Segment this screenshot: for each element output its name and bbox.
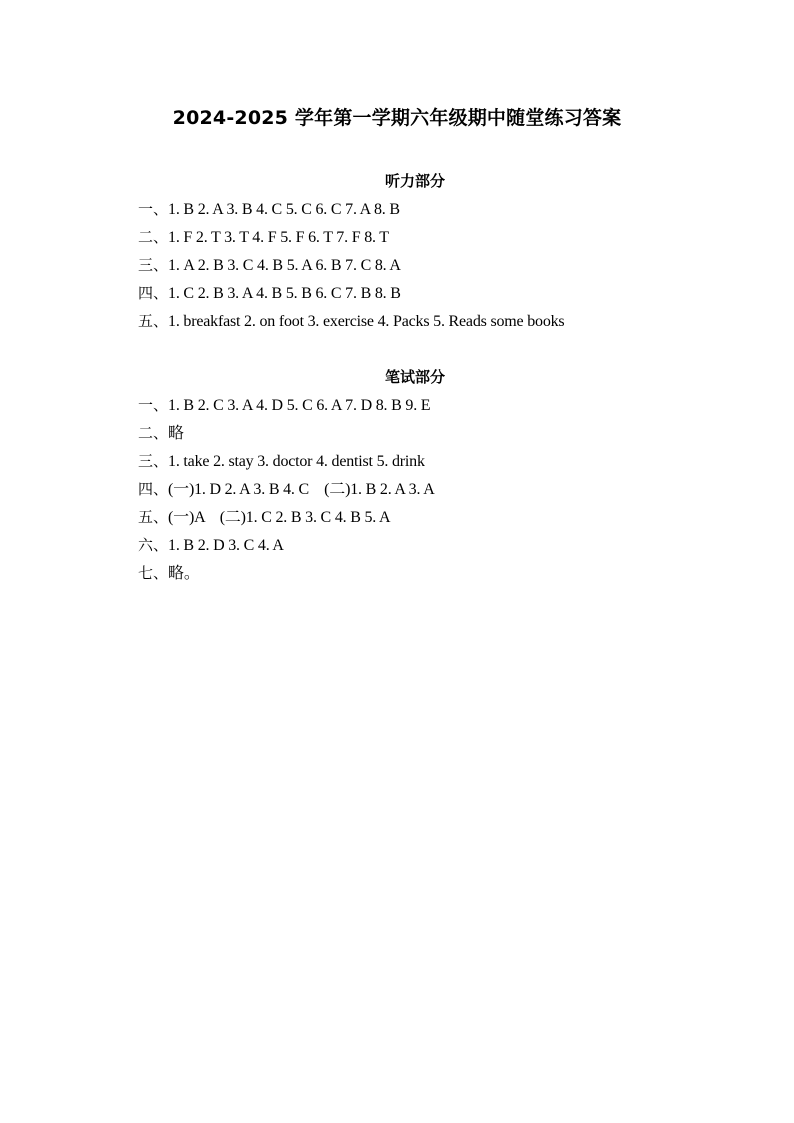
written-answer-row xyxy=(138,531,698,559)
listening-answer-row xyxy=(138,251,698,279)
row-number: 三、 xyxy=(138,452,169,470)
row-answers: 1. B 2. D 3. C 4. A xyxy=(168,537,284,554)
written-answer-row xyxy=(138,447,698,475)
row-number: 二、 xyxy=(138,228,169,246)
listening-answer-row xyxy=(138,223,698,251)
row-number: 七、 xyxy=(138,564,169,582)
listening-answer-row xyxy=(138,279,698,307)
row-answers: 1. B 2. A 3. B 4. C 5. C 6. C 7. A 8. B xyxy=(168,201,400,218)
row-number: 一、 xyxy=(138,200,169,218)
row-answers: (一)1. D 2. A 3. B 4. C (二)1. B 2. A 3. A xyxy=(168,481,435,498)
row-number: 三、 xyxy=(138,256,169,274)
written-answer-row xyxy=(138,391,698,419)
row-answers: 略 xyxy=(168,425,184,442)
row-answers: 1. A 2. B 3. C 4. B 5. A 6. B 7. C 8. A xyxy=(168,257,401,274)
row-number: 二、 xyxy=(138,424,169,442)
written-answer-row xyxy=(138,503,698,531)
row-number: 一、 xyxy=(138,396,169,414)
written-section xyxy=(138,363,698,587)
row-number: 四、 xyxy=(138,480,169,498)
row-number: 六、 xyxy=(138,536,169,554)
row-number: 四、 xyxy=(138,284,169,302)
row-answers: 1. F 2. T 3. T 4. F 5. F 6. T 7. F 8. T xyxy=(168,229,389,246)
page-title: 2024-2025 学年第一学期六年级期中随堂练习答案 xyxy=(172,107,622,129)
row-answers: 1. breakfast 2. on foot 3. exercise 4. Packs 5. Reads some books xyxy=(168,313,565,330)
listening-answer-row xyxy=(138,307,698,335)
written-answer-row xyxy=(138,559,698,587)
listening-answer-row xyxy=(138,195,698,223)
written-answer-row xyxy=(138,419,698,447)
row-answers: 1. C 2. B 3. A 4. B 5. B 6. C 7. B 8. B xyxy=(168,285,401,302)
row-answers: (一)A (二)1. C 2. B 3. C 4. B 5. A xyxy=(168,509,391,526)
row-answers: 1. B 2. C 3. A 4. D 5. C 6. A 7. D 8. B 9. E xyxy=(168,397,431,414)
listening-section xyxy=(138,167,698,335)
row-answers: 1. take 2. stay 3. doctor 4. dentist 5. drink xyxy=(168,453,425,470)
written-answer-row xyxy=(138,475,698,503)
written-heading: 笔试部分 xyxy=(384,368,445,386)
listening-heading: 听力部分 xyxy=(384,172,445,190)
row-answers: 略。 xyxy=(168,565,200,582)
row-number: 五、 xyxy=(138,312,169,330)
row-number: 五、 xyxy=(138,508,169,526)
